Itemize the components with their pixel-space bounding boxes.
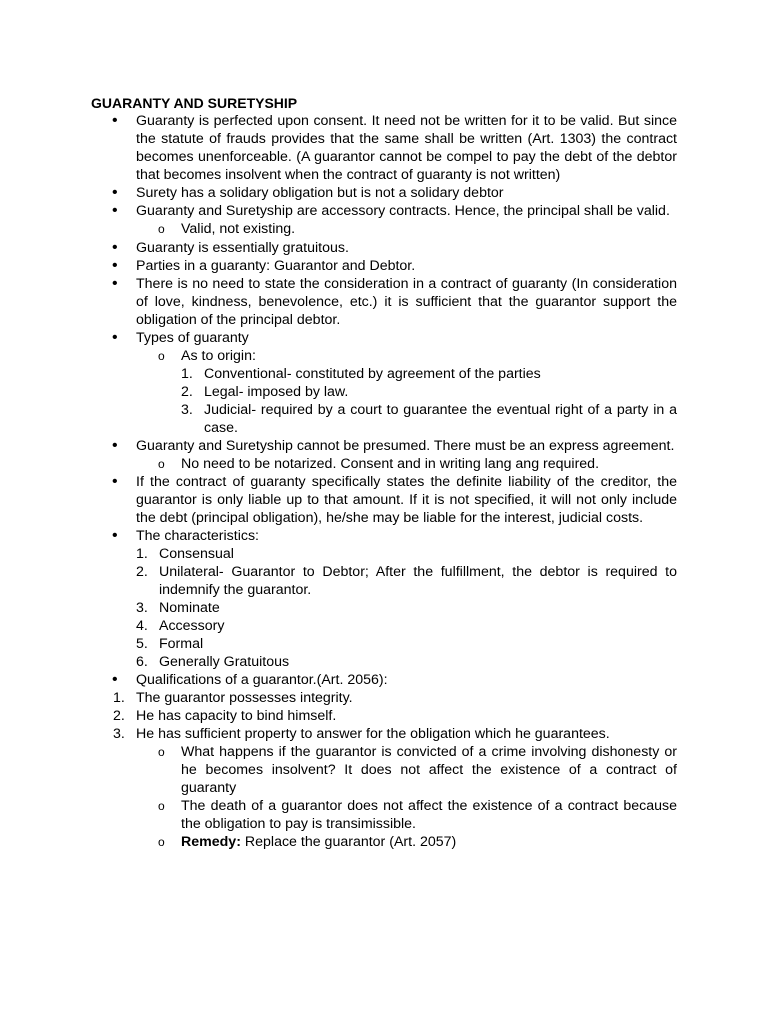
item-text: Generally Gratuitous [159,654,290,670]
item-text: There is no need to state the consideration in a contract of guaranty (In consideration of love, kindness, benevolence, etc.) it is sufficient that the guarantor support the obligation of the principal debtor. [136,276,677,328]
item-text: Surety has a solidary obligation but is not a solidary debtor [136,185,504,201]
list-number: 2. [181,384,193,400]
list-number: 3. [136,600,148,616]
list-item [158,347,677,365]
list-number: 3. [181,402,193,418]
bullet-icon: • [112,329,118,346]
list-item [112,239,677,257]
bullet-icon: • [112,473,118,490]
item-text: The death of a guarantor does not affect the existence of a contract because the obligation to pay is transimissible. [181,798,677,832]
item-text: The characteristics: [136,528,259,544]
item-text: Replace the guarantor (Art. 2057) [244,834,457,850]
list-item [158,455,677,473]
list-item [112,275,677,329]
item-text: What happens if the guarantor is convicted of a crime involving dishonesty or he becomes insolvent? It does not affect the existence of a contract of guaranty [181,744,677,796]
list-item [136,635,677,653]
bullet-icon: • [112,275,118,292]
item-text: Formal [159,636,204,652]
list-number: 6. [136,654,148,670]
list-item [158,797,677,833]
bullet-icon: • [112,112,118,129]
list-item [112,473,677,527]
item-text: Guaranty is perfected upon consent. It need not be written for it to be valid. But since the statute of frauds provides that the same shall be written (Art. 1303) the contract becomes unenforceable. (A guarantor cannot be compel to pay the debt of the debtor that becomes insolvent when the contract of guaranty is not written) [136,113,677,183]
list-item [112,329,677,347]
circle-bullet-icon: o [158,349,165,363]
item-text: Parties in a guaranty: Guarantor and Debtor. [136,258,416,274]
item-text: Qualifications of a guarantor.(Art. 2056): [136,672,388,688]
list-item [113,689,677,707]
list-item [158,743,677,797]
list-item [136,653,677,671]
list-item [112,112,677,184]
circle-bullet-icon: o [158,222,165,236]
list-item [158,220,677,238]
list-item [158,833,677,851]
item-text: Valid, not existing. [181,221,296,237]
item-text: The guarantor possesses integrity. [136,690,353,706]
list-item [181,365,677,383]
item-text: If the contract of guaranty specifically states the definite liability of the creditor, the guarantor is only liable up to that amount. If it is not specified, it will not only include the debt (principal obligation), he/she may be liable for the interest, judicial costs. [136,474,677,526]
list-number: 3. [113,726,125,742]
item-text: Unilateral- Guarantor to Debtor; After the fulfillment, the debtor is required to indemnify the guarantor. [159,564,677,598]
list-item [112,184,677,202]
circle-bullet-icon: o [158,457,165,471]
bullet-icon: • [112,184,118,201]
bullet-icon: • [112,671,118,688]
list-item [112,257,677,275]
list-item [113,725,677,743]
item-text: As to origin: [181,348,256,364]
item-text: Consensual [159,546,234,562]
item-text: Guaranty and Suretyship cannot be presumed. There must be an express agreement. [136,438,675,454]
list-number: 1. [113,690,125,706]
list-item [112,437,677,455]
bullet-icon: • [112,527,118,544]
list-item [181,401,677,437]
remedy-label: Remedy: [181,834,241,850]
list-item [181,383,677,401]
item-text: No need to be notarized. Consent and in writing lang ang required. [181,456,600,472]
circle-bullet-icon: o [158,835,165,849]
item-text: Nominate [159,600,220,616]
list-item [112,671,677,689]
item-text: Types of guaranty [136,330,249,346]
circle-bullet-icon: o [158,799,165,813]
document-title: GUARANTY AND SURETYSHIP [91,95,298,111]
bullet-icon: • [112,257,118,274]
item-text: Accessory [159,618,225,634]
item-text: He has capacity to bind himself. [136,708,337,724]
list-item [113,707,677,725]
list-number: 2. [113,708,125,724]
bullet-icon: • [112,437,118,454]
bullet-icon: • [112,239,118,256]
circle-bullet-icon: o [158,745,165,759]
list-item [112,202,677,220]
item-text: Guaranty is essentially gratuitous. [136,240,349,256]
item-text: Conventional- constituted by agreement of the parties [204,366,541,382]
item-text: Guaranty and Suretyship are accessory contracts. Hence, the principal shall be valid. [136,203,670,219]
list-number: 1. [136,546,148,562]
list-item [136,563,677,599]
bullet-icon: • [112,202,118,219]
document-content [0,112,768,851]
list-item [112,527,677,545]
item-text: Judicial- required by a court to guarantee the eventual right of a party in a case. [204,402,677,436]
list-number: 1. [181,366,193,382]
item-text: He has sufficient property to answer for the obligation which he guarantees. [136,726,610,742]
list-item [136,617,677,635]
list-number: 5. [136,636,148,652]
list-item [136,545,677,563]
item-text: Legal- imposed by law. [204,384,349,400]
list-number: 2. [136,564,148,580]
list-number: 4. [136,618,148,634]
list-item [136,599,677,617]
